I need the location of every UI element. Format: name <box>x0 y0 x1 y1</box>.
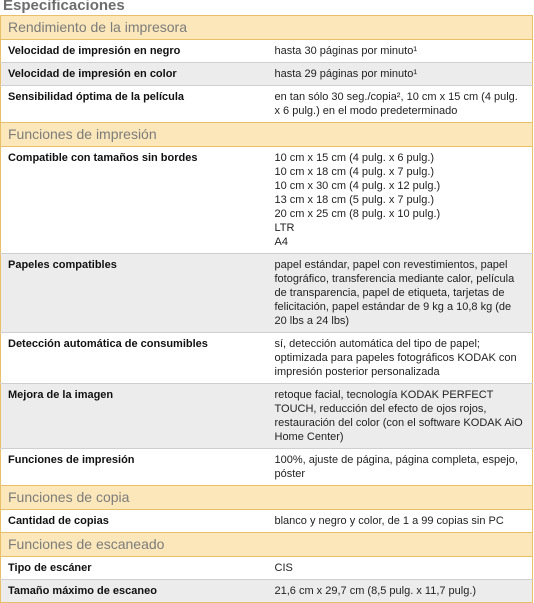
specifications-table <box>0 15 533 603</box>
spec-value-line: 10 cm x 30 cm (4 pulg. x 12 pulg.) <box>274 180 441 192</box>
section-header <box>1 533 533 557</box>
spec-value-line: hasta 30 páginas por minuto¹ <box>274 45 417 57</box>
spec-value <box>267 254 533 333</box>
section-title: Funciones de escaneado <box>1 533 533 557</box>
spec-value-line: A4 <box>274 236 288 248</box>
spec-label: Tamaño máximo de escaneo <box>1 580 267 603</box>
spec-value <box>267 557 533 580</box>
spec-value-line: 10 cm x 18 cm (4 pulg. x 7 pulg.) <box>274 166 435 178</box>
spec-label: Mejora de la imagen <box>1 384 267 449</box>
spec-value-line: 20 cm x 25 cm (8 pulg. x 10 pulg.) <box>274 208 441 220</box>
section-header <box>1 123 533 147</box>
section-title: Funciones de copia <box>1 486 533 510</box>
spec-label: Velocidad de impresión en color <box>1 63 267 86</box>
spec-value-line: blanco y negro y color, de 1 a 99 copias sin PC <box>274 515 504 527</box>
spec-value-line: papel estándar, papel con revestimientos, papel fotográfico, transferencia mediante calor, película de transparencia, papel de etiqueta, tarjetas de felicitación, papel estándar de 9 kg a 10,8 kg (de 20 lbs a 24 lbs) <box>274 259 515 327</box>
section-header <box>1 486 533 510</box>
spec-label: Papeles compatibles <box>1 254 267 333</box>
spec-row <box>1 449 533 486</box>
spec-value <box>267 40 533 63</box>
spec-label: Funciones de impresión <box>1 449 267 486</box>
section-header <box>1 16 533 40</box>
spec-value-line: en tan sólo 30 seg./copia², 10 cm x 15 cm (4 pulg. x 6 pulg.) en el modo predeterminado <box>274 91 518 117</box>
spec-value <box>267 333 533 384</box>
spec-row <box>1 63 533 86</box>
spec-value-line: 10 cm x 15 cm (4 pulg. x 6 pulg.) <box>274 152 435 164</box>
spec-row <box>1 557 533 580</box>
section-title: Rendimiento de la impresora <box>1 16 533 40</box>
spec-label: Sensibilidad óptima de la película <box>1 86 267 123</box>
spec-row <box>1 384 533 449</box>
spec-value-line: CIS <box>274 562 293 574</box>
spec-value <box>267 580 533 603</box>
spec-label: Compatible con tamaños sin bordes <box>8 152 198 164</box>
spec-label: Detección automática de consumibles <box>1 333 267 384</box>
spec-value <box>267 510 533 533</box>
spec-value <box>267 63 533 86</box>
spec-value <box>267 147 533 254</box>
spec-row <box>1 254 533 333</box>
spec-row <box>1 333 533 384</box>
spec-value-line: retoque facial, tecnología KODAK PERFECT TOUCH, reducción del efecto de ojos rojos, restauración del color (con el software KODAK AiO Home Center) <box>274 389 523 443</box>
section-title: Funciones de impresión <box>1 123 533 147</box>
spec-value-line: 100%, ajuste de página, página completa, espejo, póster <box>274 454 518 480</box>
spec-label: Velocidad de impresión en negro <box>8 45 181 57</box>
spec-value-line: sí, detección automática del tipo de papel; optimizada para papeles fotográficos KODAK con impresión posterior personalizada <box>274 338 517 378</box>
spec-value-line: LTR <box>274 222 295 234</box>
spec-value-line: 13 cm x 18 cm (5 pulg. x 7 pulg.) <box>274 194 435 206</box>
spec-value <box>267 449 533 486</box>
page-title: Especificaciones <box>3 0 125 14</box>
spec-value-line: 21,6 cm x 29,7 cm (8,5 pulg. x 11,7 pulg.) <box>274 585 477 597</box>
spec-label: Tipo de escáner <box>8 562 92 574</box>
spec-value-line: hasta 29 páginas por minuto¹ <box>274 68 417 80</box>
spec-row <box>1 86 533 123</box>
spec-row <box>1 510 533 533</box>
spec-label: Cantidad de copias <box>8 515 109 527</box>
spec-row <box>1 147 533 254</box>
spec-row <box>1 40 533 63</box>
spec-value <box>267 86 533 123</box>
spec-value <box>267 384 533 449</box>
spec-row <box>1 580 533 603</box>
